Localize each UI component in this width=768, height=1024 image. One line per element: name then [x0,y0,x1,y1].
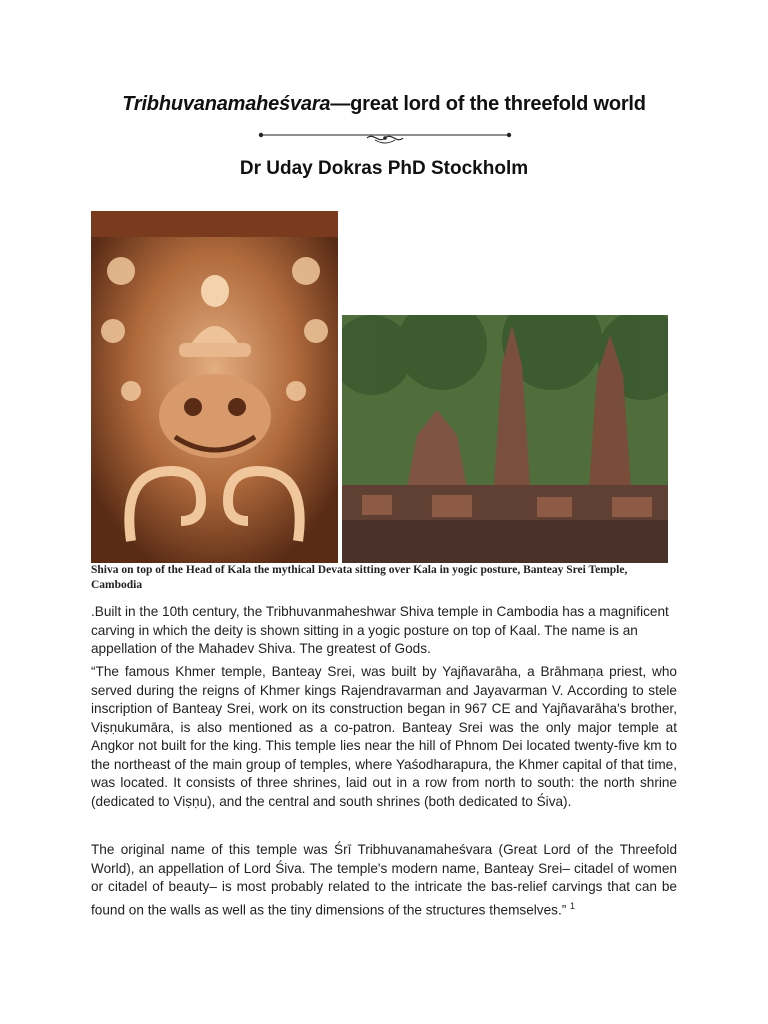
author-line: Dr Uday Dokras PhD Stockholm [239,158,529,179]
paragraph-original-name-text: The original name of this temple was Śrī Tribhuvanamaheśvara (Great Lord of the Threefold World), an appellation of Lord Śiva. The temple's modern name, Banteay Srei– citadel of women or citadel of beauty– is most probably related to the intricate the bas-relief carvings that can be found on the walls as well as the tiny dimensions of the structures themselves.” [91,842,677,918]
carved-relief-illustration [91,211,338,563]
figure-caption: Shiva on top of the Head of Kala the mythical Devata sitting over Kala in yogic posture, Banteay Srei Temple, Cambodia [91,564,628,591]
footnote-mark[interactable]: 1 [570,900,576,911]
paragraph-quote: “The famous Khmer temple, Banteay Srei, was built by Yajñavarāha, a Brāhmaṇa priest, who served during the reigns of Khmer kings Rajendravarman and Jayavarman V. According to stele inscription of Banteay Srei, work on its construction began in 967 CE and Yajñavarāha's brother, Viṣṇukumāra, is also mentioned as a co-patron. Banteay Srei was the only major temple at Angkor not built for the king. This temple lies near the hill of Phnom Dei located twenty-five km to the northeast of the main group of temples, where Yaśodharapura, the Khmer capital of that time, was located. It consists of three shrines, laid out in a row from north to south: the north shrine (dedicated to Viṣṇu), and the central and south shrines (both dedicated to Śiva). [91,664,677,809]
ornamental-divider [255,128,515,148]
title-italic-part: Tribhuvanamaheśvara [122,93,331,115]
paragraph-intro: .Built in the 10th century, the Tribhuvanmaheshwar Shiva temple in Cambodia has a magnificent carving in which the deity is shown sitting in a yogic posture on top of Kaal. The name is an appellation of the Mahadev Shiva. The greatest of Gods. [91,604,669,656]
paragraph-original-name [91,841,677,920]
temple-photo-image [342,315,668,563]
title-rest-part: —great lord of the threefold world [330,93,646,115]
carved-relief-image [91,211,338,563]
page-title [0,93,768,116]
temple-photo-illustration [342,315,668,563]
